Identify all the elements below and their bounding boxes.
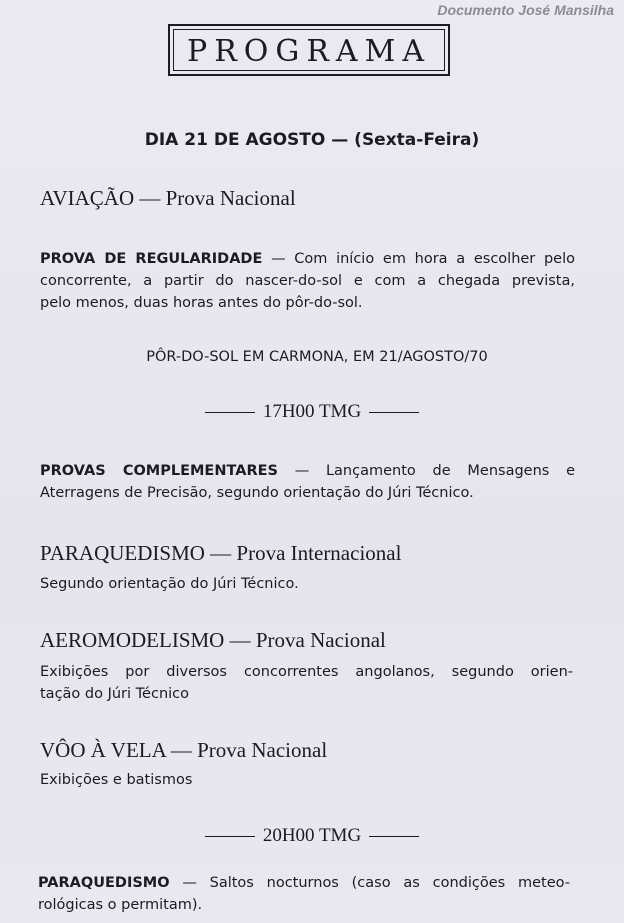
- watermark: Documento José Mansilha: [437, 2, 614, 18]
- voo-vela-text: Exibições e batismos: [40, 772, 193, 788]
- day-heading: DIA 21 DE AGOSTO — (Sexta-Feira): [144, 130, 480, 150]
- time-label-2: 20H00 TMG: [262, 825, 362, 846]
- paraquedismo-noite-line-1: PARAQUEDISMO — Saltos nocturnos (caso as condições meteo-: [38, 875, 570, 891]
- page-title: PROGRAMA: [187, 34, 431, 69]
- paraquedismo-noite-label: PARAQUEDISMO: [38, 875, 170, 891]
- aeromodelismo-line-2: tação do Júri Técnico: [40, 686, 190, 702]
- dash-left: [205, 836, 255, 837]
- paraquedismo-noite-line-2: rológicas o permitam).: [38, 897, 203, 913]
- aeromodelismo-heading: AEROMODELISMO — Prova Nacional: [40, 628, 386, 652]
- paraquedismo-heading: PARAQUEDISMO — Prova Internacional: [40, 541, 402, 565]
- regularidade-paragraph: [40, 248, 575, 314]
- dash-right: [369, 836, 419, 837]
- complementares-paragraph: [40, 460, 575, 504]
- voo-vela-heading: VÔO À VELA — Prova Nacional: [40, 738, 328, 762]
- time-divider-1: [0, 401, 624, 423]
- dash-right: [369, 412, 419, 413]
- regularidade-line-3: pelo menos, duas horas antes do pôr-do-sol.: [40, 295, 363, 311]
- complementares-label: PROVAS COMPLEMENTARES: [40, 463, 278, 479]
- title-box: [168, 24, 450, 76]
- time-label-1: 17H00 TMG: [262, 401, 362, 422]
- time-divider-2: [0, 825, 624, 847]
- aeromodelismo-paragraph: [40, 661, 573, 705]
- aeromodelismo-line-1: Exibições por diversos concorrentes angolanos, segundo orien-: [40, 664, 573, 680]
- complementares-line-1: PROVAS COMPLEMENTARES — Lançamento de Mensagens e: [40, 463, 575, 479]
- regularidade-line-1: PROVA DE REGULARIDADE — Com início em hora a escolher pelo: [40, 251, 575, 267]
- regularidade-label: PROVA DE REGULARIDADE: [40, 251, 263, 267]
- paraquedismo-text: Segundo orientação do Júri Técnico.: [40, 576, 299, 592]
- aviacao-heading: AVIAÇÃO — Prova Nacional: [40, 186, 296, 210]
- paraquedismo-noite-paragraph: [38, 872, 570, 916]
- sunset-line: PÔR-DO-SOL EM CARMONA, EM 21/AGOSTO/70: [146, 349, 488, 365]
- dash-left: [205, 412, 255, 413]
- complementares-line-2: Aterragens de Precisão, segundo orientação do Júri Técnico.: [40, 485, 474, 501]
- regularidade-line-2: concorrente, a partir do nascer-do-sol e com a chegada prevista,: [40, 273, 575, 289]
